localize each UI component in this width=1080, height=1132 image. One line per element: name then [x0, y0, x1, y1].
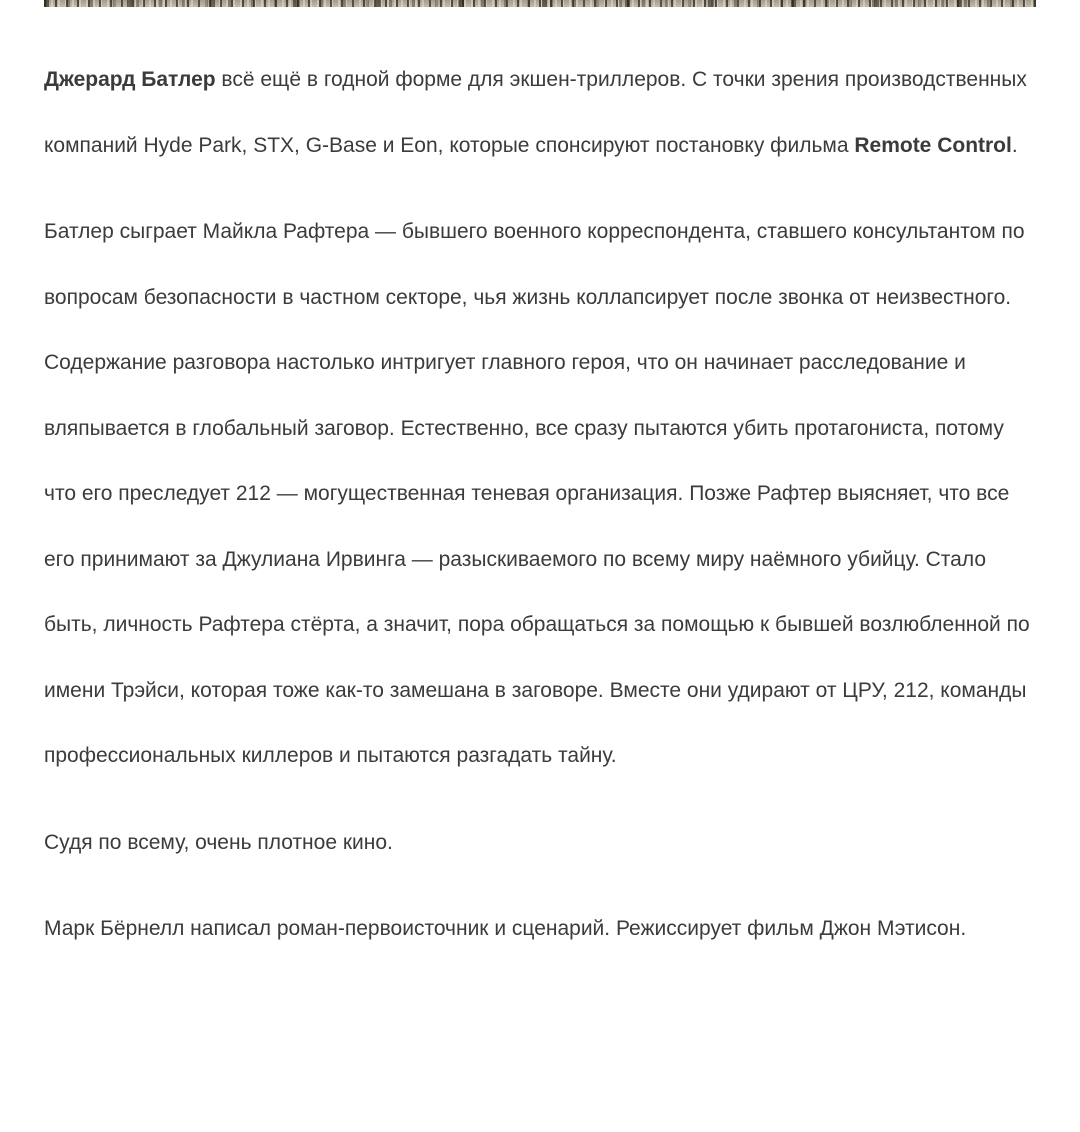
paragraph-credits: Марк Бёрнелл написал роман-первоисточник и сценарий. Режиссирует фильм Джон Мэтисон.: [44, 917, 967, 940]
article-photo-bottom-edge: [44, 0, 1036, 7]
actor-name-bold: Джерард Батлер: [44, 68, 216, 91]
film-title-bold: Remote Control: [854, 133, 1012, 157]
intro-text: всё ещё в годной форме для экшен-триллеров. С точки зрения производственных компаний Hyde Park, STX, G-Base и Eon, которые спонсируют постановку фильма: [44, 68, 1027, 157]
paragraph-plot: Батлер сыграет Майкла Рафтера — бывшего военного корреспондента, ставшего консультантом по вопросам безопасности в частном секторе, чья жизнь коллапсирует после звонка от неизвестного. Содержание разговора настолько интригует главного героя, что он начинает расследование и вляпывается в глобальный заговор. Естественно, все сразу пытаются убить протагониста, потому что его преследует 212 — могущественная теневая организация. Позже Рафтер выясняет, что все его принимают за Джулиана Ирвинга — разыскиваемого по всему миру наёмного убийцу. Стало быть, личность Рафтера стёрта, а значит, пора обращаться за помощью к бывшей возлюбленной по имени Трэйси, которая тоже как-то замешана в заговоре. Вместе они удирают от ЦРУ, 212, команды профессиональных киллеров и пытаются разгадать тайну.: [44, 220, 1030, 767]
paragraph-intro: [44, 47, 1036, 178]
intro-period: .: [1011, 133, 1018, 157]
article-body: [0, 7, 1080, 962]
paragraph-verdict: Судя по всему, очень плотное кино.: [44, 830, 393, 854]
